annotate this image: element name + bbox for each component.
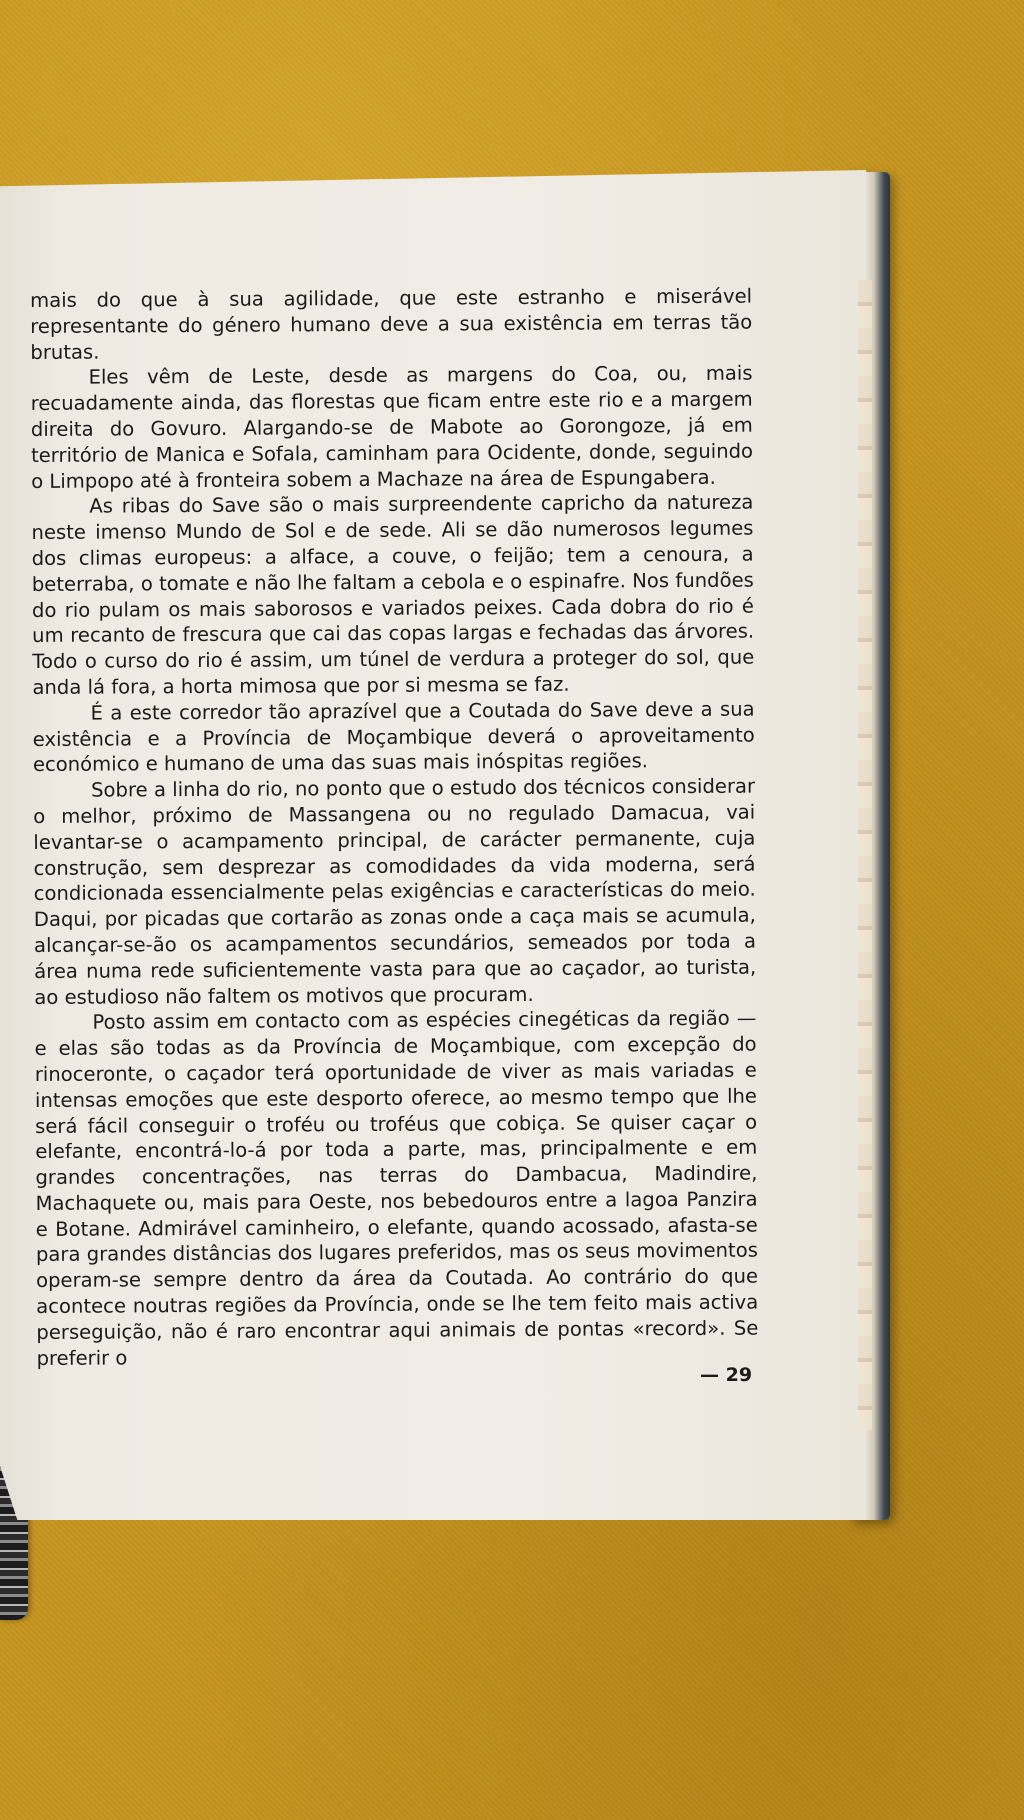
paragraph-5: Sobre a linha do rio, no ponto que o estudo dos técnicos considerar o melhor, próximo de Massangena ou no regulado Damacua, vai levantar-se o acampamento principal, de carácter permanente, cuja construção, sem desprezar as comodidades da vida moderna, será condicionada essencialmente pelas exigências e características do meio. Daqui, por picadas que cortarão as zonas onde a caça mais se acumula, alcançar-se-ão os acampamentos secundários, semeados por toda a área numa rede suficientemente vasta para que ao caçador, ao turista, ao estudioso não faltem os motivos que procuram. bbox=[33, 774, 757, 1009]
paragraph-3: As ribas do Save são o mais surpreendente capricho da natureza neste imenso Mundo de Sol e de sede. Ali se dão numerosos legumes dos climas europeus: a alface, a couve, o feijão; tem a cenoura, a beterraba, o tomate e não lhe faltam a cebola e o espinafre. Nos fundões do rio pulam os mais saborosos e variados peixes. Cada dobra do rio é um recanto de frescura que cai das copas largas e fechadas das árvores. Todo o curso do rio é assim, um túnel de verdura a proteger do sol, que anda lá fora, a horta mimosa que por si mesma se faz. bbox=[31, 490, 755, 699]
page-number: — 29 bbox=[700, 1364, 753, 1386]
paragraph-6: Posto assim em contacto com as espécies cinegéticas da região — e elas são todas as da Província de Moçambique, com excepção do rinoceronte, o caçador terá oportunidade de viver as mais variadas e intensas emoções que este desporto oferece, ao mesmo tempo que lhe será fácil conseguir o troféu ou troféus que cobiça. Se quiser caçar o elefante, encontrá-lo-á por toda a parte, mas, principalmente e em grandes concentrações, nas terras do Dambacua, Madindire, Machaquete ou, mais para Oeste, nos bebedouros entre a lagoa Panzira e Botane. Admirável caminheiro, o elefante, quando acossado, afasta-se para grandes distâncias dos lugares preferidos, mas os seus movimentos operam-se sempre dentro da área da Coutada. Ao contrário do que acontece noutras regiões da Província, onde se lhe tem feito mais activa perseguição, não é raro encontrar aqui animais de pontas «record». Se preferir o bbox=[34, 1006, 759, 1370]
paragraph-2: Eles vêm de Leste, desde as margens do Coa, ou, mais recuadamente ainda, das florestas que ficam entre este rio e a margem direita do Govuro. Alargando-se de Mabote ao Gorongoze, já em território de Manica e Sofala, caminham para Ocidente, donde, seguindo o Limpopo até à fronteira sobem a Machaze na área de Espungabera. bbox=[30, 361, 754, 493]
paragraph-1: mais do que à sua agilidade, que este estranho e miserável representante do género humano deve a sua existência em terras tão brutas. bbox=[30, 284, 753, 364]
page-text-block bbox=[30, 284, 759, 1372]
paragraph-4: É a este corredor tão aprazível que a Coutada do Save deve a sua existência e a Província de Moçambique deverá o aproveitamento económico e humano de uma das suas mais inóspitas regiões. bbox=[32, 697, 755, 777]
page-edge-stain bbox=[858, 280, 872, 1430]
